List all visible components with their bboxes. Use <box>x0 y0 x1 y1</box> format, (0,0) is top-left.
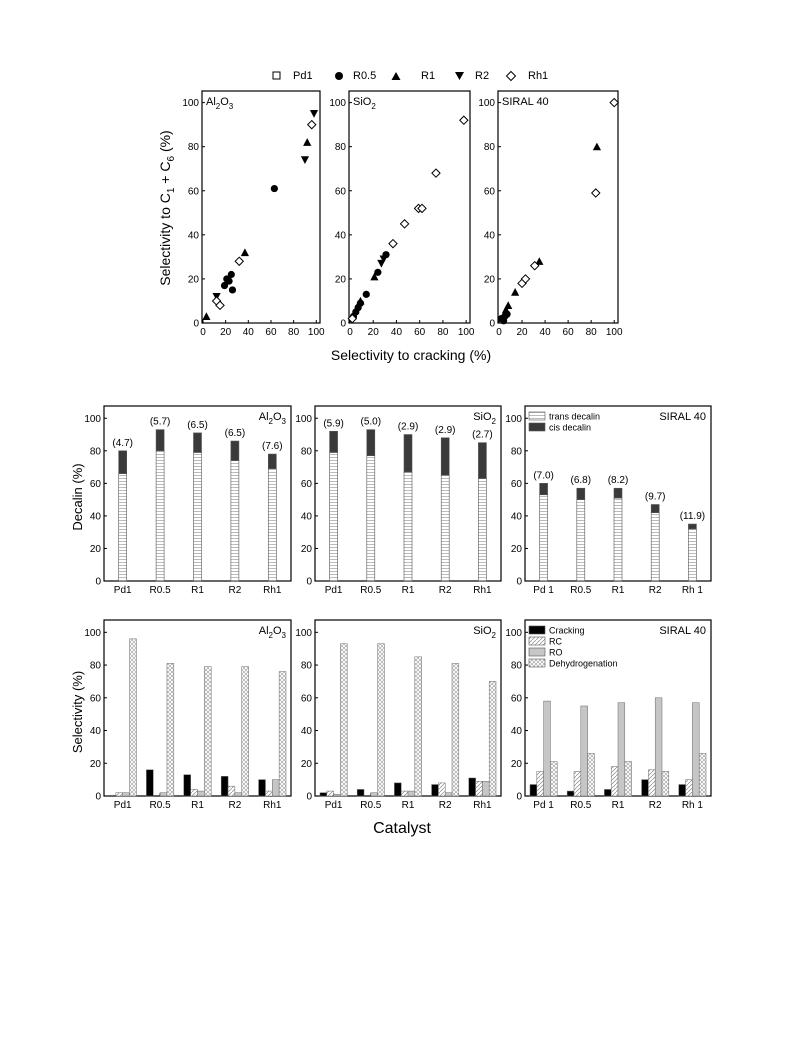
x-tick-label: Rh1 <box>473 585 492 596</box>
x-tick-label: 40 <box>242 327 254 338</box>
legend-label: trans decalin <box>549 411 601 422</box>
bar <box>604 789 611 796</box>
bar-annotation: (6.8) <box>570 475 592 487</box>
bar-annotation: (7.0) <box>533 470 554 482</box>
x-tick-label: R1 <box>191 800 204 811</box>
panel-title: $Al_2O_3$ <box>206 96 234 111</box>
data-point-triangle-up <box>593 143 601 151</box>
y-tick-label: 20 <box>89 543 101 555</box>
x-tick-label: 80 <box>585 327 597 338</box>
bar-segment <box>367 430 375 456</box>
bar-segment <box>330 431 338 452</box>
bar <box>357 789 364 796</box>
x-tick-label: 60 <box>265 327 277 338</box>
data-point-triangle-up <box>303 138 311 146</box>
data-point-diamond <box>400 220 408 228</box>
bar-segment <box>688 529 696 581</box>
bar <box>692 703 699 796</box>
bar <box>259 780 266 796</box>
y-tick-label: 60 <box>300 478 312 490</box>
y-tick-label: 80 <box>300 660 312 672</box>
legend-label: Cracking <box>549 625 585 636</box>
x-tick-label: Pd 1 <box>533 585 554 596</box>
bar-annotation: (6.5) <box>224 428 246 440</box>
bar <box>432 785 439 796</box>
y-tick-label: 0 <box>340 318 346 330</box>
y-tick-label: 20 <box>510 758 522 770</box>
x-tick-label: 40 <box>390 327 403 338</box>
data-point-triangle-up <box>504 301 512 309</box>
data-point-diamond <box>460 116 468 124</box>
data-point-circle <box>271 185 278 192</box>
x-tick-label: 60 <box>562 327 574 338</box>
bar <box>438 783 445 796</box>
legend-item-pd1 <box>273 70 313 82</box>
bar-annotation: (8.2) <box>607 475 629 487</box>
x-tick-label: R1 <box>401 800 415 811</box>
x-tick-label: Rh 1 <box>681 800 703 811</box>
y-tick-label: 60 <box>300 693 312 705</box>
y-tick-label: 60 <box>483 186 495 198</box>
bar <box>235 793 242 796</box>
x-tick-label: R2 <box>228 585 242 596</box>
y-tick-label: 40 <box>300 511 312 523</box>
bar-annotation: (7.6) <box>262 441 283 453</box>
bar <box>123 793 130 796</box>
row3-x-axis-label: Catalyst <box>373 820 431 837</box>
bar-segment <box>651 505 659 513</box>
x-tick-label: R0.5 <box>149 800 171 811</box>
chart-panel-9 <box>505 620 711 811</box>
bar <box>655 698 662 796</box>
y-tick-label: 80 <box>483 142 495 154</box>
bar <box>574 771 581 796</box>
y-tick-label: 0 <box>516 576 522 588</box>
x-tick-label: Pd1 <box>324 585 343 596</box>
y-tick-label: 0 <box>193 318 199 330</box>
bar-segment <box>268 469 276 581</box>
y-tick-label: 80 <box>300 446 312 458</box>
bar <box>204 667 211 796</box>
y-tick-label: 80 <box>510 660 522 672</box>
bar-segment <box>119 474 127 581</box>
y-tick-label: 40 <box>89 726 101 738</box>
y-tick-label: 80 <box>334 142 346 154</box>
x-tick-label: R2 <box>648 585 662 596</box>
bar <box>167 663 174 796</box>
y-tick-label: 40 <box>510 726 522 738</box>
y-tick-label: 40 <box>334 230 346 242</box>
data-point-triangle-up <box>241 248 249 256</box>
bar <box>401 791 408 796</box>
y-tick-label: 60 <box>89 478 101 490</box>
y-tick-label: 0 <box>95 576 101 588</box>
chart-panel-8 <box>295 620 501 811</box>
y-tick-label: 60 <box>89 693 101 705</box>
bar-annotation: (2.7) <box>472 429 493 441</box>
data-point-diamond <box>389 240 397 248</box>
chart-panel-2 <box>329 91 475 338</box>
bar <box>116 793 123 796</box>
bar <box>567 791 574 796</box>
legend-item-r2 <box>455 70 489 82</box>
x-tick-label: 60 <box>414 327 426 338</box>
bar-segment <box>441 475 449 581</box>
data-point-triangle-up <box>356 297 364 305</box>
y-tick-label: 100 <box>505 413 522 425</box>
x-tick-label: Rh1 <box>263 585 282 596</box>
bar-annotation: (5.0) <box>360 416 382 428</box>
data-point-triangle-down <box>301 156 309 164</box>
plot-frame <box>498 91 618 323</box>
bar <box>146 770 153 796</box>
legend-label: R2 <box>475 70 490 82</box>
bar <box>242 667 249 796</box>
bar <box>415 657 422 796</box>
bar-segment <box>194 433 202 453</box>
row2-y-axis-label: Decalin (%) <box>70 463 85 531</box>
bar-annotation: (2.9) <box>434 424 456 436</box>
data-point-circle <box>228 271 235 278</box>
x-tick-label: 80 <box>288 327 300 338</box>
bar-annotation: (11.9) <box>679 511 706 523</box>
bar <box>699 753 706 796</box>
bar-segment <box>404 472 412 581</box>
x-tick-label: 20 <box>367 327 379 338</box>
bar <box>489 681 496 796</box>
bar <box>550 762 557 796</box>
bar-annotation: (2.9) <box>397 421 419 433</box>
data-point-circle <box>229 286 236 293</box>
x-tick-label: R1 <box>611 800 625 811</box>
data-point-circle <box>363 291 370 298</box>
legend-label: Dehydrogenation <box>549 658 618 669</box>
row1-y-axis-label: Selectivity to $C_1 + C_6$ (%) <box>157 130 177 286</box>
bar <box>320 793 327 796</box>
bar-segment <box>441 438 449 475</box>
bar <box>544 701 551 796</box>
y-tick-label: 20 <box>483 274 495 286</box>
x-tick-label: Rh 1 <box>681 585 703 596</box>
y-tick-label: 20 <box>510 543 522 555</box>
legend-swatch <box>529 626 545 634</box>
x-tick-label: 80 <box>437 327 449 338</box>
bar <box>340 644 347 796</box>
x-tick-label: R2 <box>438 800 452 811</box>
y-tick-label: 100 <box>182 98 199 110</box>
data-point-diamond <box>308 121 316 129</box>
x-tick-label: Pd1 <box>113 800 132 811</box>
bar <box>371 793 378 796</box>
y-tick-label: 0 <box>95 791 101 803</box>
bar <box>445 793 452 796</box>
y-tick-label: 80 <box>187 142 199 154</box>
y-tick-label: 0 <box>516 791 522 803</box>
bar <box>394 783 401 796</box>
legend-swatch <box>529 423 545 431</box>
data-point-triangle-up <box>202 312 210 320</box>
x-tick-label: R0.5 <box>360 585 382 596</box>
bar-segment <box>651 513 659 581</box>
y-tick-label: 0 <box>489 318 495 330</box>
y-tick-label: 0 <box>306 576 312 588</box>
data-point-diamond <box>432 169 440 177</box>
bar-segment <box>404 435 412 472</box>
y-tick-label: 40 <box>89 511 101 523</box>
x-tick-label: 20 <box>516 327 528 338</box>
x-tick-label: R2 <box>228 800 242 811</box>
bar-segment <box>330 452 338 581</box>
x-tick-label: 100 <box>307 327 325 338</box>
bar <box>160 793 167 796</box>
data-point-diamond <box>592 189 600 197</box>
x-tick-label: R1 <box>401 585 415 596</box>
bar <box>378 644 385 796</box>
bar <box>130 639 137 796</box>
panel-title: $Al_2O_3$ <box>258 411 286 426</box>
bar-segment <box>540 495 548 581</box>
y-tick-label: 60 <box>334 186 346 198</box>
bar <box>272 780 279 796</box>
y-tick-label: 100 <box>478 98 495 110</box>
data-point-circle <box>225 278 232 285</box>
bar <box>228 786 235 796</box>
panel-title: $Al_2O_3$ <box>258 625 286 640</box>
bar-segment <box>577 488 585 499</box>
bar <box>588 753 595 796</box>
legend-swatch <box>529 637 545 645</box>
bar <box>537 771 544 796</box>
chart-panel-1 <box>182 91 325 338</box>
y-tick-label: 100 <box>84 627 101 639</box>
bar-segment <box>231 461 239 581</box>
plot-frame <box>202 91 320 323</box>
row1-x-axis-label: Selectivity to cracking (%) <box>330 347 492 363</box>
bar <box>686 780 693 796</box>
bar <box>618 703 625 796</box>
legend-item-r1 <box>392 70 436 82</box>
y-tick-label: 100 <box>295 413 312 425</box>
bar <box>581 706 588 796</box>
bar-segment <box>156 451 164 581</box>
y-tick-label: 60 <box>187 186 199 198</box>
y-tick-label: 0 <box>306 791 312 803</box>
y-tick-label: 40 <box>483 230 495 242</box>
bar <box>625 762 632 796</box>
y-tick-label: 20 <box>187 274 199 286</box>
bar <box>408 791 415 796</box>
x-tick-label: R1 <box>611 585 625 596</box>
bar <box>334 794 341 796</box>
panel-title: SIRAL 40 <box>659 625 706 637</box>
y-tick-label: 20 <box>300 543 312 555</box>
x-tick-label: 100 <box>457 327 475 338</box>
x-tick-label: R2 <box>648 800 662 811</box>
bar <box>184 775 191 796</box>
data-point-triangle-up <box>511 288 519 296</box>
bar <box>191 789 198 796</box>
panel-title: SiO$_2$ <box>353 96 376 111</box>
scatter-legend <box>273 70 548 82</box>
row3-y-axis-label: Selectivity (%) <box>70 670 85 754</box>
bar-annotation: (4.7) <box>112 437 133 449</box>
bar-annotation: (5.9) <box>323 418 344 430</box>
x-tick-label: Rh1 <box>473 800 492 811</box>
y-tick-label: 100 <box>505 627 522 639</box>
panel-title: SiO$_2$ <box>473 411 496 426</box>
legend-label: R0.5 <box>353 70 377 82</box>
legend-label: cis decalin <box>549 422 592 433</box>
bar-annotation: (6.5) <box>187 419 208 431</box>
chart-panel-3 <box>478 91 623 338</box>
y-tick-label: 20 <box>334 274 346 286</box>
bar <box>469 778 476 796</box>
bar <box>452 663 459 796</box>
bar <box>482 781 489 796</box>
legend-label: Pd1 <box>293 70 313 82</box>
legend-label: RC <box>549 636 562 647</box>
legend-label: Rh1 <box>528 70 549 82</box>
bar <box>279 672 286 796</box>
chart-panels <box>84 91 711 811</box>
x-tick-label: 40 <box>539 327 551 338</box>
panel-title: SiO$_2$ <box>473 625 496 640</box>
bar-segment <box>540 483 548 494</box>
chart-panel-4 <box>84 406 291 596</box>
bar <box>648 770 655 796</box>
y-tick-label: 80 <box>89 660 101 672</box>
bar <box>265 791 272 796</box>
bar <box>327 791 334 796</box>
bar-segment <box>478 443 486 479</box>
bar-segment <box>478 478 486 581</box>
x-tick-label: R0.5 <box>570 585 592 596</box>
x-tick-label: 0 <box>347 327 353 338</box>
bar <box>679 785 686 796</box>
legend-label: R1 <box>421 70 436 82</box>
y-tick-label: 100 <box>295 627 312 639</box>
bar-annotation: (9.7) <box>644 491 666 503</box>
legend-label: RO <box>549 647 563 658</box>
x-tick-label: R2 <box>438 585 452 596</box>
bar-segment <box>156 430 164 451</box>
bar-segment <box>614 488 622 498</box>
bar-annotation: (5.7) <box>149 416 171 428</box>
y-tick-label: 100 <box>84 413 101 425</box>
x-tick-label: Pd1 <box>324 800 343 811</box>
y-tick-label: 80 <box>89 446 101 458</box>
plot-frame <box>349 91 470 323</box>
x-tick-label: Pd 1 <box>533 800 554 811</box>
chart-panel-5 <box>295 406 501 596</box>
legend-item-rh1 <box>507 70 549 82</box>
x-tick-label: Rh1 <box>263 800 282 811</box>
x-tick-label: 0 <box>200 327 206 338</box>
legend-item-r0-5 <box>335 70 376 82</box>
x-tick-label: R1 <box>191 585 204 596</box>
x-tick-label: Pd1 <box>113 585 132 596</box>
x-tick-label: 20 <box>220 327 232 338</box>
bar-segment <box>231 441 239 461</box>
data-point-triangle-down <box>310 110 318 118</box>
legend-swatch <box>529 659 545 667</box>
x-tick-label: R0.5 <box>149 585 171 596</box>
bar <box>530 785 537 796</box>
data-point-diamond <box>610 99 618 107</box>
panel-title: SIRAL 40 <box>502 96 549 108</box>
x-tick-label: 100 <box>605 327 623 338</box>
bar <box>662 771 669 796</box>
bar-segment <box>688 524 696 529</box>
bar-segment <box>367 456 375 581</box>
bar-segment <box>614 498 622 581</box>
bar-segment <box>194 452 202 581</box>
y-tick-label: 20 <box>300 758 312 770</box>
chart-panel-7 <box>84 620 291 811</box>
y-tick-label: 40 <box>187 230 199 242</box>
y-tick-label: 60 <box>510 478 522 490</box>
y-tick-label: 20 <box>89 758 101 770</box>
y-tick-label: 40 <box>300 726 312 738</box>
bar-segment <box>119 451 127 474</box>
data-point-diamond <box>235 257 243 265</box>
legend-swatch <box>529 412 545 420</box>
y-tick-label: 60 <box>510 693 522 705</box>
chart-panel-6 <box>505 406 711 596</box>
bar <box>198 791 205 796</box>
y-tick-label: 100 <box>329 98 346 110</box>
y-tick-label: 40 <box>510 511 522 523</box>
bar <box>221 776 228 796</box>
panel-title: SIRAL 40 <box>659 411 706 423</box>
bar <box>611 767 618 796</box>
bar-segment <box>268 454 276 469</box>
y-tick-label: 80 <box>510 446 522 458</box>
bar <box>642 780 649 796</box>
x-tick-label: R0.5 <box>360 800 382 811</box>
bar <box>476 781 483 796</box>
x-tick-label: R0.5 <box>570 800 592 811</box>
bar-segment <box>577 500 585 581</box>
x-tick-label: 0 <box>496 327 502 338</box>
legend-swatch <box>529 648 545 656</box>
